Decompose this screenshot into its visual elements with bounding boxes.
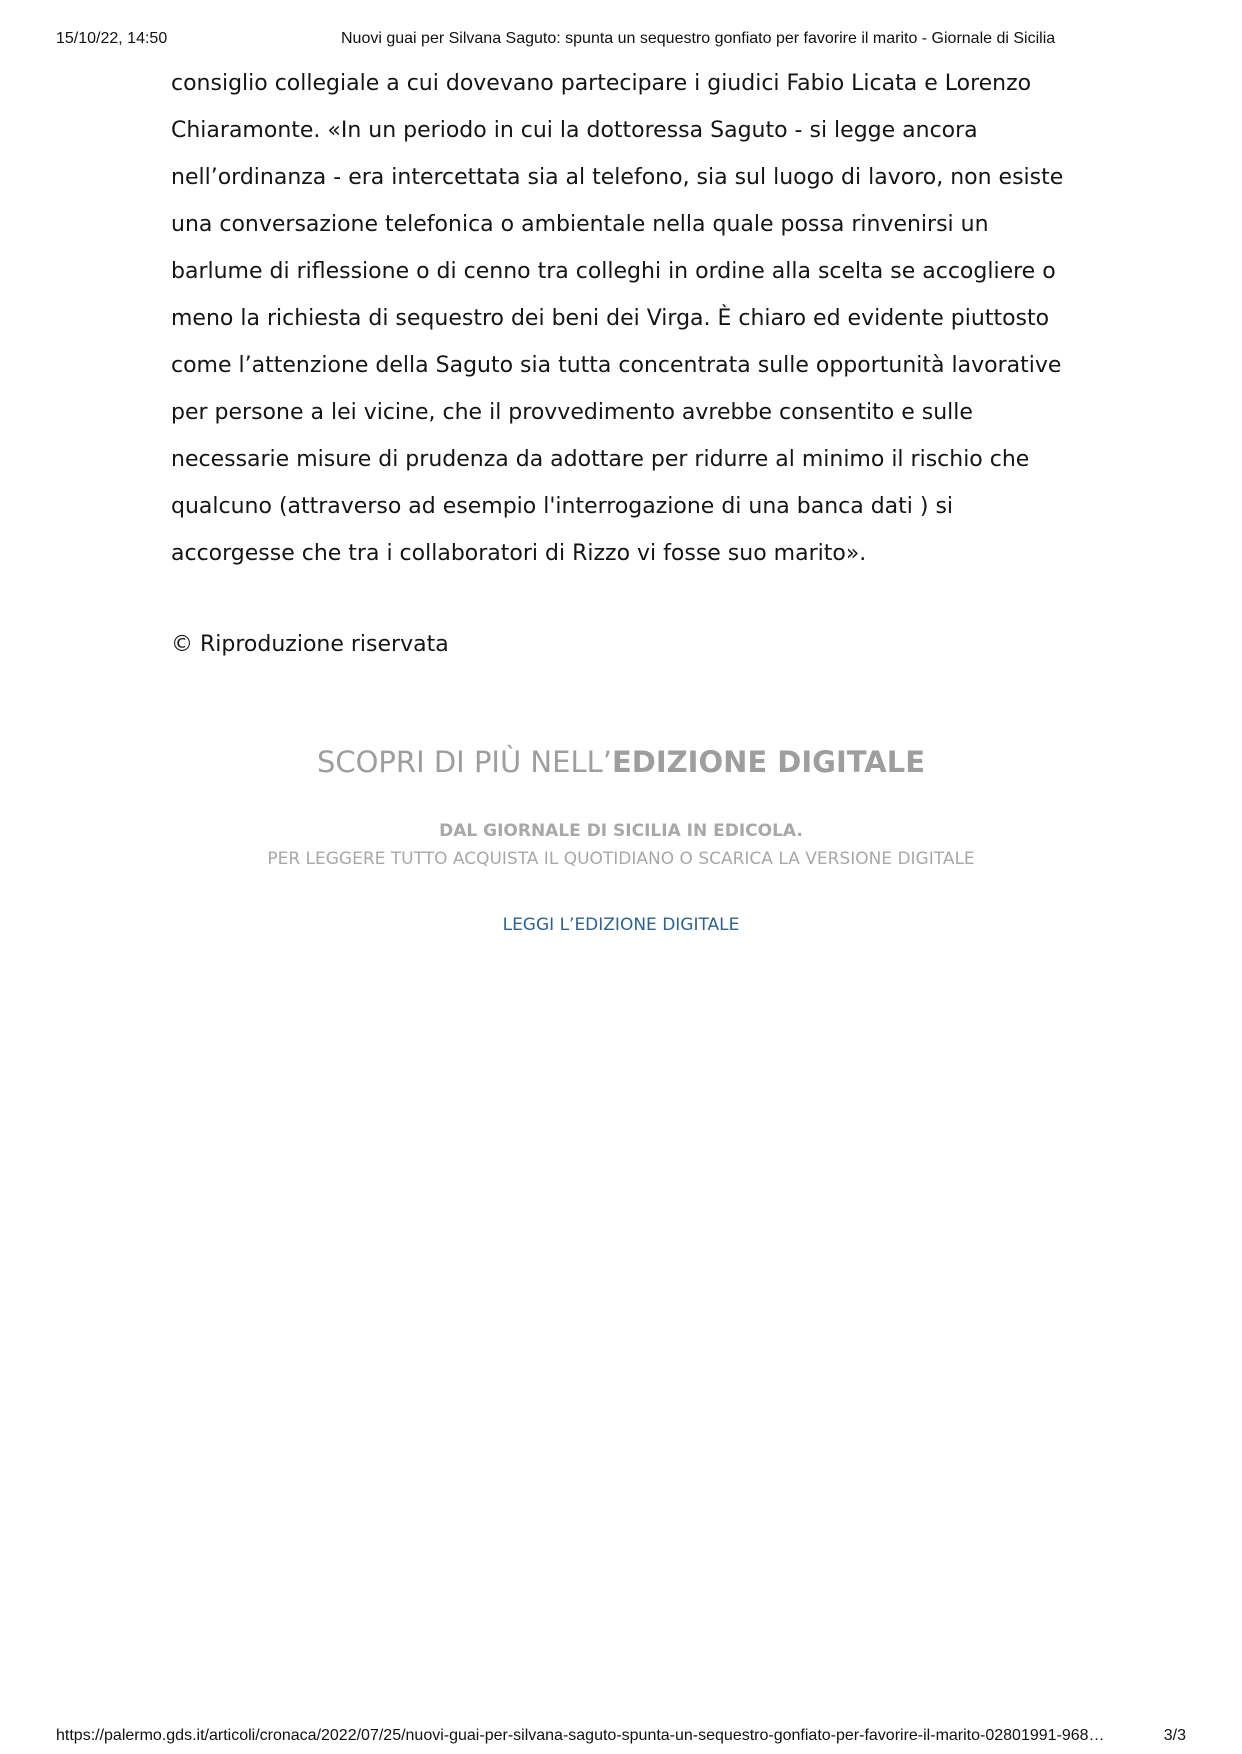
paragraph-line: barlume di riflessione o di cenno tra colleghi in ordine alla scelta se accogliere o bbox=[171, 259, 1056, 284]
paragraph-line: necessarie misure di prudenza da adottare per ridurre al minimo il rischio che bbox=[171, 447, 1030, 472]
promo-heading-prefix: SCOPRI DI PIÙ NELL’ bbox=[316, 745, 612, 779]
promo-heading-strong: EDIZIONE DIGITALE bbox=[611, 745, 926, 779]
article-body bbox=[171, 60, 1071, 657]
paragraph-line: consiglio collegiale a cui dovevano partecipare i giudici Fabio Licata e Lorenzo bbox=[171, 71, 1032, 96]
paragraph-line: per persone a lei vicine, che il provvedimento avrebbe consentito e sulle bbox=[171, 400, 973, 425]
promo-heading bbox=[0, 745, 1242, 779]
article-paragraph bbox=[171, 60, 1071, 577]
paragraph-line: accorgesse che tra i collaboratori di Rizzo vi fosse suo marito». bbox=[171, 541, 867, 566]
paragraph-line: meno la richiesta di sequestro dei beni dei Virga. È chiaro ed evidente piuttosto bbox=[171, 306, 1050, 331]
page-number: 3/3 bbox=[1163, 1727, 1186, 1744]
print-url: https://palermo.gds.it/articoli/cronaca/2022/07/25/nuovi-guai-per-silvana-saguto-spunta-un-sequestro-gonfiato-per-favorire-il-marito-02801991-968… bbox=[56, 1727, 1105, 1744]
promo-sub-line-1: DAL GIORNALE DI SICILIA IN EDICOLA. bbox=[439, 821, 803, 841]
paragraph-line: qualcuno (attraverso ad esempio l'interrogazione di una banca dati ) si bbox=[171, 494, 954, 519]
print-page-title: Nuovi guai per Silvana Saguto: spunta un sequestro gonfiato per favorire il marito - Giornale di Sicilia bbox=[341, 30, 1056, 47]
paragraph-line: Chiaramonte. «In un periodo in cui la dottoressa Saguto - si legge ancora bbox=[171, 118, 978, 143]
digital-edition-promo bbox=[0, 745, 1242, 935]
print-header bbox=[56, 30, 1186, 54]
paragraph-line: nell’ordinanza - era intercettata sia al telefono, sia sul luogo di lavoro, non esiste bbox=[171, 165, 1064, 190]
promo-sub-line-2: PER LEGGERE TUTTO ACQUISTA IL QUOTIDIANO O SCARICA LA VERSIONE DIGITALE bbox=[267, 849, 975, 869]
promo-subtitle bbox=[0, 817, 1242, 873]
read-digital-edition-link[interactable]: LEGGI L’EDIZIONE DIGITALE bbox=[502, 915, 740, 935]
copyright-notice: © Riproduzione riservata bbox=[171, 632, 449, 657]
print-date: 15/10/22, 14:50 bbox=[56, 30, 168, 47]
paragraph-line: come l’attenzione della Saguto sia tutta concentrata sulle opportunità lavorative bbox=[171, 353, 1062, 378]
paragraph-line: una conversazione telefonica o ambientale nella quale possa rinvenirsi un bbox=[171, 212, 989, 237]
